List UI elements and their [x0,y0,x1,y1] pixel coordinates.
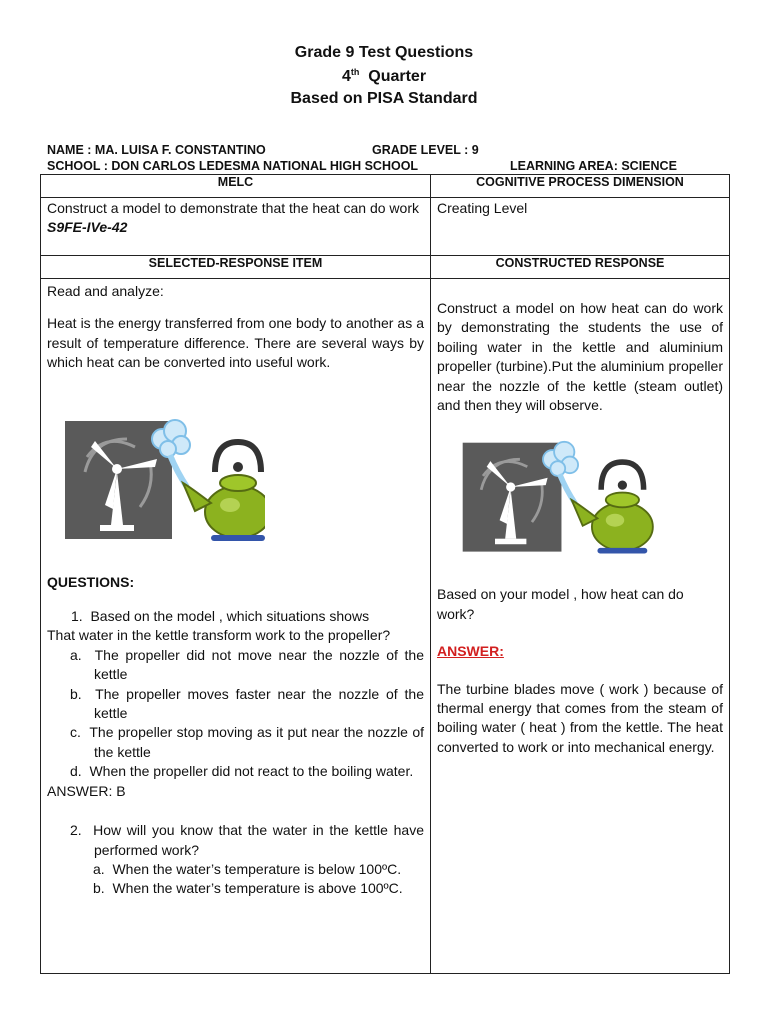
learning-area: LEARNING AREA: SCIENCE [510,159,677,173]
q1-option-c: c. The propeller stop moving as it put near the nozzle of the kettle [70,724,424,760]
questions-label: QUESTIONS: [47,573,135,590]
q1-answer: ANSWER: B [47,782,126,799]
q2-options [47,860,424,899]
q1-options [47,646,424,782]
q1-option-d: d. When the propeller did not react to the boiling water. [70,763,414,780]
melc-code: S9FE-IVe-42 [47,219,128,236]
cpd-header: COGNITIVE PROCESS DIMENSION [431,175,730,198]
passage: Heat is the energy transferred from one body to another as a result of temperature difference. There are several ways by which heat can be converted into useful work. [47,315,424,371]
kettle-icon [183,442,265,541]
read-analyze: Read and analyze: [47,283,164,299]
q1-first-line [47,607,424,626]
q1-option-a: a. The propeller did not move near the nozzle of the kettle [70,646,425,683]
q1-continued: That water in the kettle transform work to the propeller? [47,627,391,644]
cpd-value: Creating Level [437,200,528,216]
grade-level: GRADE LEVEL : 9 [372,143,479,157]
q2-option-a: a. When the water’s temperature is below 100ºC. [93,860,402,877]
doc-subtitle: Based on PISA Standard [290,90,478,107]
q2-text: How will you know that the water in the kettle have performed work? [93,822,425,858]
melc-text: Construct a model to demonstrate that the heat can do work [47,200,419,216]
doc-title: Grade 9 Test Questions [294,44,474,61]
cr-task: Construct a model on how heat can do work by demonstrating the students the use of boiling water in the kettle and aluminium propeller (turbine).Put the aluminium propeller near the nozzle of the kettle (steam outlet) and then they will observe. [437,300,723,414]
q2-number: 2. [70,822,82,839]
turbine-kettle-illustration [65,417,265,547]
selected-response-cell [41,279,431,974]
q1-number: 1. [71,608,83,625]
q2 [47,821,424,860]
q1-text: Based on the model , which situations shows [90,608,370,625]
teacher-name: NAME : MA. LUISA F. CONSTANTINO [47,143,266,157]
sr-header: SELECTED-RESPONSE ITEM [41,256,431,279]
melc-header: MELC [41,175,431,198]
cpd-cell [431,198,730,256]
school-name: SCHOOL : DON CARLOS LEDESMA NATIONAL HIGH SCHOOL [47,159,419,173]
q2-option-b: b. When the water’s temperature is above 100ºC. [93,880,403,897]
cr-header: CONSTRUCTED RESPONSE [431,256,730,279]
melc-cell [41,198,431,256]
cr-question: Based on your model , how heat can do work? [437,586,684,622]
quarter-suffix: th [350,67,360,77]
turbine-kettle-illustration-2 [455,439,655,559]
test-table [40,174,730,974]
cr-answer: The turbine blades move ( work ) because of thermal energy that comes from the steam of boiling water ( heat ) from the kettle. The heat converted to work or into mechanical energy. [437,680,723,755]
cr-answer-label: ANSWER: [437,643,504,660]
quarter-number: 4 [341,68,351,85]
q1-option-b: b. The propeller moves faster near the nozzle of the kettle [70,685,425,722]
kettle-icon-2 [572,463,653,554]
doc-quarter [0,67,768,86]
quarter-word: Quarter [368,68,427,85]
constructed-response-cell [431,279,730,974]
